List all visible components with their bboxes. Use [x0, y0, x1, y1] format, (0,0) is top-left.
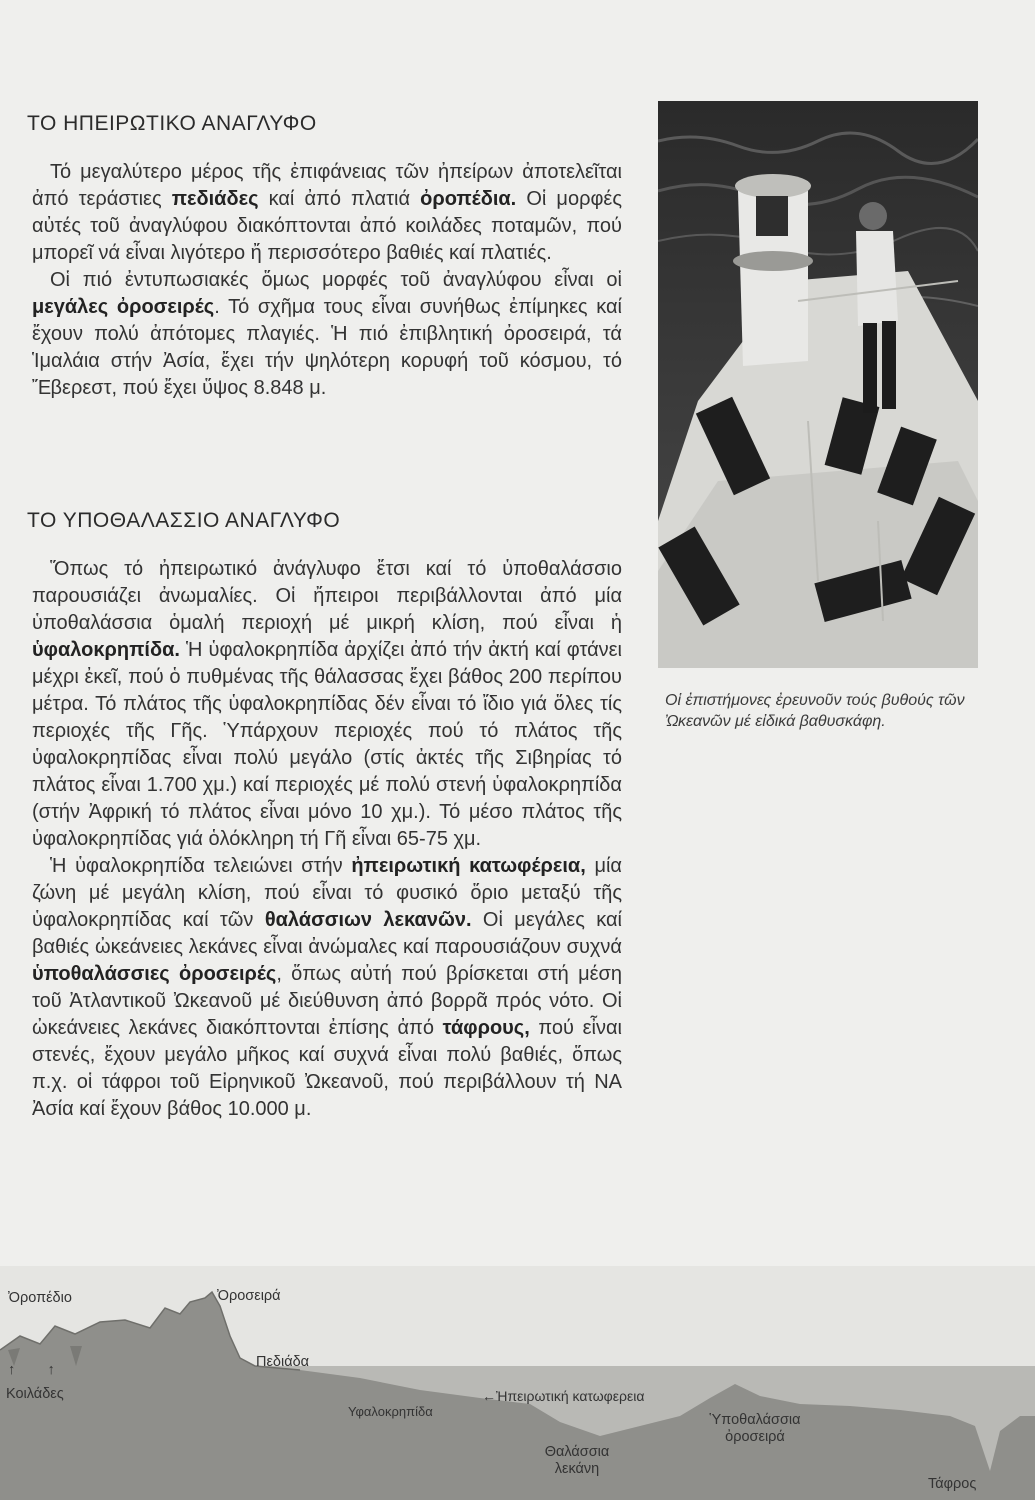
- valley-arrows-icon: ↑ ↑: [8, 1362, 55, 1378]
- photo-caption: Οἱ ἐπιστήμονες ἐρευνοῦν τούς βυθούς τῶν Ὠκεανῶν μέ εἰδικά βαθυσκάφη.: [665, 692, 965, 730]
- relief-cross-section-diagram: [0, 1266, 1035, 1500]
- paragraph: Οἱ πιό ἐντυπωσιακές ὅμως μορφές τοῦ ἀναγλύφου εἶναι οἱ μεγάλες ὀροσειρές. Τό σχῆμα τους εἶναι συνήθως ἐπίμηκες καί ἔχουν πολύ ἀπότομες πλαγιές. Ἡ πιό ἐπιβλητική ὀροσειρά, τά Ἱμαλάια στήν Ἀσία, ἔχει τήν ψηλότερη κορυφή τοῦ κόσμου, τό Ἔβερεστ, πού ἔχει ὕψος 8.848 μ.: [32, 269, 622, 399]
- label-valleys: Κοιλάδες: [6, 1386, 64, 1402]
- label-trench: Τάφρος: [928, 1476, 977, 1492]
- label-undersea-range: Ὑποθαλάσσια ὀροσειρά: [709, 1412, 801, 1445]
- bathyscaphe-illustration: [658, 101, 978, 668]
- section-heading-continental-relief: ΤΟ ΗΠΕΙΡΩΤΙΚΟ ΑΝΑΓΛΥΦΟ: [27, 112, 317, 135]
- label-plain: Πεδιάδα: [256, 1354, 310, 1370]
- paragraph: Ὅπως τό ἠπειρωτικό ἀνάγλυφο ἔτσι καί τό ὑποθαλάσσιο παρουσιάζει ἀνωμαλίες. Οἱ ἤπειροι περιβάλλονται ἀπό μία ὑποθαλάσσια ὁμαλή περιοχή μέ μικρή κλίση, πού εἶναι ἡ ὑφαλοκρηπίδα. Ἡ ὑφαλοκρηπίδα ἀρχίζει ἀπό τήν ἀκτή καί φτάνει μέχρι ἐκεῖ, πού ὁ πυθμένας τῆς θάλασσας ἔχει βάθος 200 περίπου μέτρα. Τό πλάτος τῆς ὑφαλοκρηπίδας δέν εἶναι τό ἴδιο γιά ὅλες τίς περιοχές τῆς Γῆς. Ὑπάρχουν περιοχές πού τό πλάτος τῆς ὑφαλοκρηπίδας εἶναι πολύ μεγάλο (στίς ἀκτές τῆς Σιβηρίας τό πλάτος εἶναι 1.700 χμ.) καί περιοχές μέ πολύ στενή ὑφαλοκρηπίδα (στήν Ἀφρική τό πλάτος εἶναι μόνο 10 χμ.). Τό μέσο πλάτος τῆς ὑφαλοκρηπίδας γιά ὁλόκληρη τή Γῆ εἶναι 65-75 χμ.: [32, 558, 622, 850]
- relief-profile-graphic: [0, 1266, 1035, 1500]
- label-continental-shelf: Υφαλοκρηπίδα: [348, 1404, 433, 1419]
- bold-term-mountain-ranges: μεγάλες ὀροσειρές: [32, 296, 215, 318]
- section-heading-undersea-relief: ΤΟ ΥΠΟΘΑΛΑΣΣΙΟ ΑΝΑΓΛΥΦΟ: [27, 509, 341, 532]
- label-continental-slope: ←Ἠπειρωτική κατωφερεια: [482, 1388, 645, 1404]
- section-body-continental-relief: [32, 159, 622, 402]
- bold-term-continental-slope: ἠπειρωτική κατωφέρεια,: [351, 855, 586, 877]
- paragraph: Ἡ ὑφαλοκρηπίδα τελειώνει στήν ἠπειρωτική κατωφέρεια, μία ζώνη μέ μεγάλη κλίση, πού εἶναι τό φυσικό ὅριο μεταξύ τῆς ὑφαλοκρηπίδας καί τῶν θαλάσσιων λεκανῶν. Οἱ μεγάλες καί βαθιές ὠκεάνειες λεκάνες εἶναι ἀνώμαλες καί παρουσιάζουν συχνά ὑποθαλάσσιες ὀροσειρές, ὅπως αὐτή πού βρίσκεται στή μέση τοῦ Ἀτλαντικοῦ Ὠκεανοῦ μέ διεύθυνση ἀπό βορρᾶ πρός νότο. Οἱ ὠκεάνειες λεκάνες διακόπτονται ἐπίσης ἀπό τάφρους, πού εἶναι στενές, ἔχουν μεγάλο μῆκος καί συχνά εἶναι πολύ βαθιές, ὅπως π.χ. οἱ τάφροι τοῦ Εἰρηνικοῦ Ὠκεανοῦ, πού περιβάλλουν τή ΝΑ Ἀσία καί ἔχουν βάθος 10.000 μ.: [32, 855, 622, 1120]
- bold-term-trenches: τάφρους,: [442, 1017, 530, 1039]
- bathyscaphe-photo: [658, 101, 978, 668]
- paragraph: Τό μεγαλύτερο μέρος τῆς ἐπιφάνειας τῶν ἠπείρων ἀποτελεῖται ἀπό τεράστιες πεδιάδες καί ἀπό πλατιά ὀροπέδια. Οἱ μορφές αὐτές τοῦ ἀναγλύφου διακόπτονται ἀπό κοιλάδες ποταμῶν, πού μπορεῖ νά εἶναι λιγότερο ἤ περισσότερο βαθιές καί πλατιές.: [32, 161, 622, 264]
- label-ocean-basin: Θαλάσσια λεκάνη: [544, 1444, 610, 1477]
- bold-term-continental-shelf: ὑφαλοκρηπίδα.: [32, 639, 180, 661]
- label-mountain-range: Ὀροσειρά: [217, 1288, 281, 1304]
- bold-term-plains: πεδιάδες: [171, 188, 259, 210]
- bold-term-plateaus: ὀροπέδια.: [420, 188, 517, 210]
- bold-term-ocean-basins: θαλάσσιων λεκανῶν.: [264, 909, 472, 931]
- bold-term-undersea-ranges: ὑποθαλάσσιες ὀροσειρές: [32, 963, 277, 985]
- label-plateau: Ὀροπέδιο: [8, 1290, 72, 1306]
- section-body-undersea-relief: [32, 556, 622, 1123]
